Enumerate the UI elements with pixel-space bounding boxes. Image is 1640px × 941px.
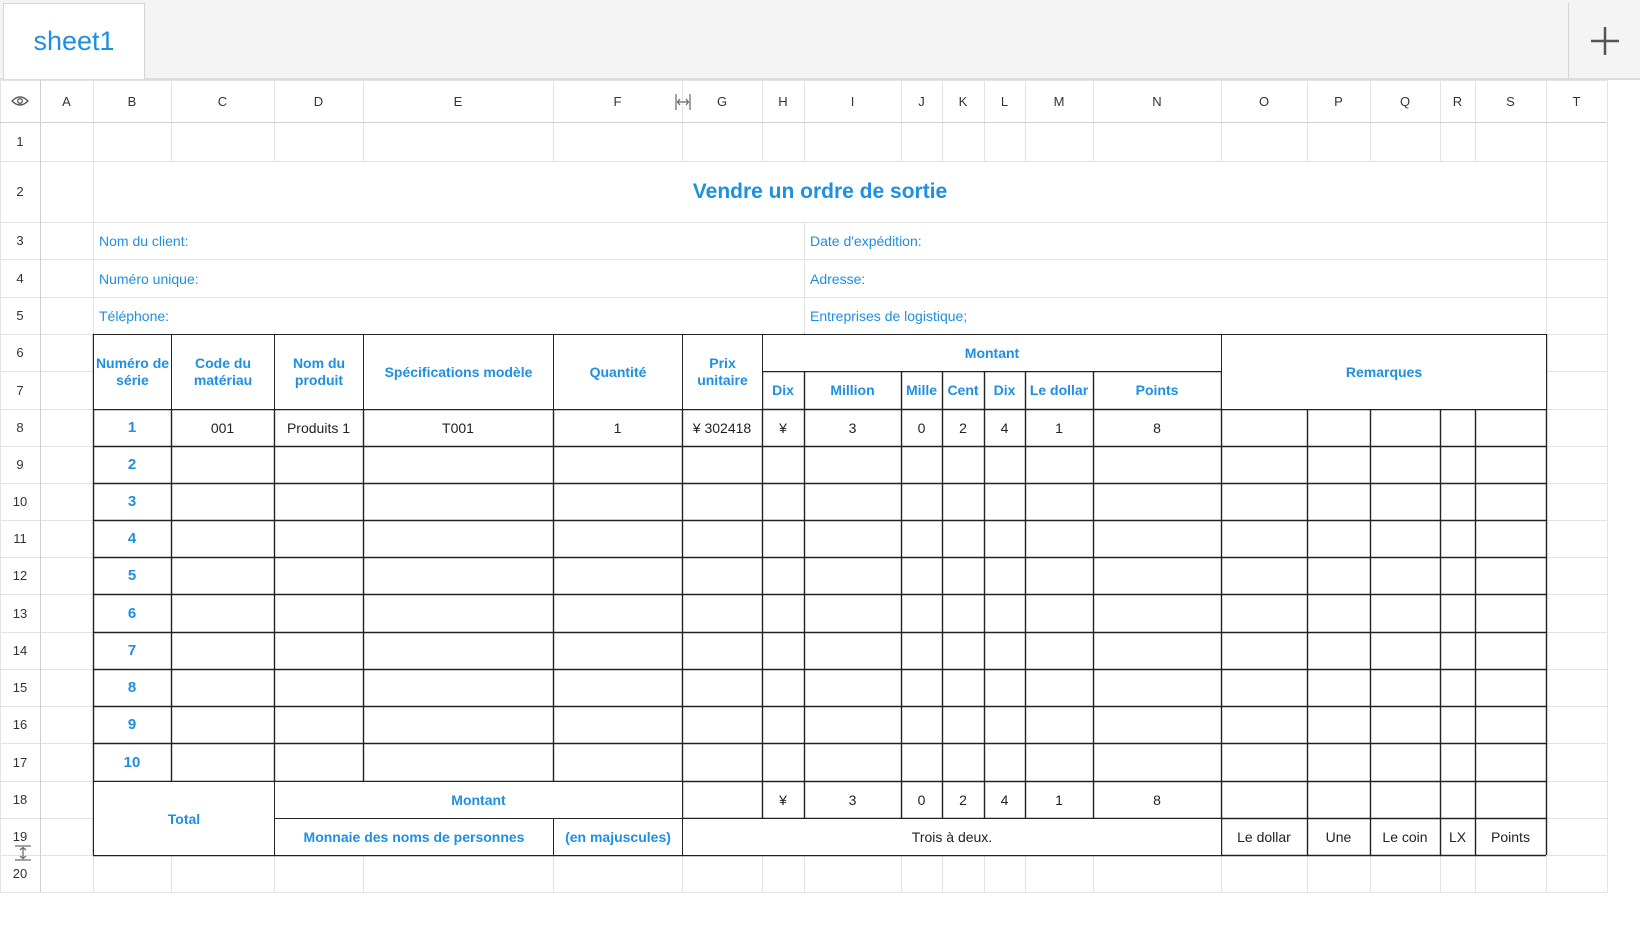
row-header-16[interactable]: 16 xyxy=(12,717,28,732)
serial-cell[interactable]: 9 xyxy=(127,716,137,733)
header-product-name: Nom du produit xyxy=(275,335,363,409)
total-amount-label: Montant xyxy=(275,782,682,818)
row-header-18[interactable]: 18 xyxy=(12,792,28,807)
words-label: Monnaie des noms de personnes xyxy=(275,819,553,855)
column-header-F[interactable]: F xyxy=(613,93,622,109)
total-digit-cell[interactable]: 4 xyxy=(1000,791,1009,808)
quantity-cell[interactable]: 1 xyxy=(613,419,622,436)
column-header-B[interactable]: B xyxy=(127,93,137,109)
footer-unit-cell: Le dollar xyxy=(1237,828,1291,845)
total-digit-cell[interactable]: 8 xyxy=(1153,791,1161,808)
row-header-11[interactable]: 11 xyxy=(13,531,27,546)
amount-digit-cell[interactable]: 4 xyxy=(1000,419,1009,436)
add-sheet-button[interactable] xyxy=(1568,3,1640,79)
row-header-9[interactable]: 9 xyxy=(16,457,24,472)
amount-digit-cell[interactable]: 3 xyxy=(848,419,857,436)
header-amount-4: Cent xyxy=(947,382,979,398)
row-header-1[interactable]: 1 xyxy=(16,134,24,149)
column-header-E[interactable]: E xyxy=(453,93,463,109)
header-amount-7: Points xyxy=(1135,382,1179,398)
row-header-2[interactable]: 2 xyxy=(16,184,24,199)
column-header-T[interactable]: T xyxy=(1572,93,1581,109)
plus-icon xyxy=(1589,25,1621,57)
footer-unit-cell: LX xyxy=(1448,828,1467,845)
amount-digit-cell[interactable]: 8 xyxy=(1153,419,1161,436)
total-label: Total xyxy=(94,782,274,855)
row-header-8[interactable]: 8 xyxy=(16,420,24,435)
serial-cell[interactable]: 2 xyxy=(127,456,137,473)
column-header-H[interactable]: H xyxy=(778,93,788,109)
header-unit-price: Prix unitaire xyxy=(683,335,762,409)
serial-cell[interactable]: 1 xyxy=(127,419,137,436)
column-header-I[interactable]: I xyxy=(850,93,855,109)
total-digit-cell[interactable]: ¥ xyxy=(779,791,787,808)
column-header-C[interactable]: C xyxy=(217,93,228,109)
ship-date-label: Date d'expédition: xyxy=(805,223,1546,259)
row-header-17[interactable]: 17 xyxy=(12,754,28,770)
unit-price-cell[interactable]: ¥ 302418 xyxy=(692,419,752,436)
column-header-D[interactable]: D xyxy=(313,93,324,109)
total-digit-cell[interactable]: 2 xyxy=(959,791,967,808)
total-digit-cell[interactable]: 1 xyxy=(1055,791,1063,808)
serial-cell[interactable]: 10 xyxy=(123,753,141,771)
total-digit-cell[interactable]: 3 xyxy=(848,791,857,808)
uppercase-label: (en majuscules) xyxy=(554,819,682,855)
column-header-N[interactable]: N xyxy=(1152,93,1162,109)
eye-icon xyxy=(11,95,29,107)
row-header-4[interactable]: 4 xyxy=(16,270,24,286)
column-header-S[interactable]: S xyxy=(1506,93,1515,109)
words-value-cell[interactable]: Trois à deux. xyxy=(683,819,1221,855)
address-label: Adresse: xyxy=(805,260,1546,297)
select-all-corner[interactable] xyxy=(0,80,40,122)
header-amount-5: Dix xyxy=(993,382,1016,398)
row-header-20[interactable]: 20 xyxy=(12,866,28,881)
sheet-tab-bar xyxy=(0,0,1640,80)
row-header-7[interactable]: 7 xyxy=(16,382,24,398)
serial-cell[interactable]: 8 xyxy=(127,679,137,696)
material-code-cell[interactable]: 001 xyxy=(210,419,235,436)
spreadsheet-grid[interactable] xyxy=(0,80,1640,941)
serial-cell[interactable]: 4 xyxy=(127,530,137,547)
tab-sheet1[interactable] xyxy=(3,3,145,79)
column-header-O[interactable]: O xyxy=(1258,93,1270,109)
amount-digit-cell[interactable]: 2 xyxy=(959,419,967,436)
footer-unit-cell: Une xyxy=(1325,828,1352,845)
row-header-12[interactable]: 12 xyxy=(12,568,28,583)
amount-digit-cell[interactable]: 1 xyxy=(1055,419,1063,436)
row-header-5[interactable]: 5 xyxy=(16,308,24,323)
row-header-10[interactable]: 10 xyxy=(12,494,28,509)
customer-name-label: Nom du client: xyxy=(94,223,804,259)
header-specs: Spécifications modèle xyxy=(364,335,553,409)
column-header-K[interactable]: K xyxy=(958,93,968,109)
column-header-G[interactable]: G xyxy=(716,93,728,109)
column-header-M[interactable]: M xyxy=(1053,93,1065,109)
serial-cell[interactable]: 5 xyxy=(127,567,137,584)
header-quantity: Quantité xyxy=(554,335,682,409)
header-amount-2: Million xyxy=(830,382,875,398)
row-header-6[interactable]: 6 xyxy=(16,345,24,360)
product-name-cell[interactable]: Produits 1 xyxy=(286,419,351,436)
column-header-R[interactable]: R xyxy=(1452,93,1463,109)
header-remarks: Remarques xyxy=(1222,335,1546,409)
footer-unit-cell: Points xyxy=(1491,828,1530,845)
tab-sheet1-label: sheet1 xyxy=(33,26,115,56)
column-header-L[interactable]: L xyxy=(1000,93,1009,109)
row-header-19[interactable]: 19 xyxy=(12,829,28,844)
row-header-13[interactable]: 13 xyxy=(12,605,28,621)
column-header-P[interactable]: P xyxy=(1334,93,1343,109)
column-header-J[interactable]: J xyxy=(918,93,925,109)
header-amount-3: Mille xyxy=(905,382,938,398)
footer-unit-cell: Le coin xyxy=(1382,828,1428,845)
form-title: Vendre un ordre de sortie xyxy=(94,162,1546,222)
logistics-label: Entreprises de logistique; xyxy=(805,298,1546,334)
serial-cell[interactable]: 6 xyxy=(127,604,137,622)
header-amount-1: Dix xyxy=(772,382,794,398)
unique-number-label: Numéro unique: xyxy=(94,260,804,297)
row-header-3[interactable]: 3 xyxy=(16,233,24,248)
serial-cell[interactable]: 3 xyxy=(127,493,137,510)
serial-cell[interactable]: 7 xyxy=(127,642,137,659)
specs-cell[interactable]: T001 xyxy=(442,419,474,436)
row-header-14[interactable]: 14 xyxy=(12,643,28,658)
column-header-A[interactable]: A xyxy=(62,93,71,109)
header-material-code: Code du matériau xyxy=(172,335,274,409)
header-amount: Montant xyxy=(763,335,1221,371)
header-serial: Numéro de série xyxy=(94,335,171,409)
header-amount-6: Le dollar xyxy=(1029,382,1089,398)
column-header-Q[interactable]: Q xyxy=(1399,93,1411,109)
row-header-15[interactable]: 15 xyxy=(12,680,28,695)
amount-digit-cell[interactable]: 0 xyxy=(917,419,926,436)
phone-label: Téléphone: xyxy=(94,298,804,334)
total-digit-cell[interactable]: 0 xyxy=(917,791,926,808)
amount-digit-cell[interactable]: ¥ xyxy=(779,419,787,436)
